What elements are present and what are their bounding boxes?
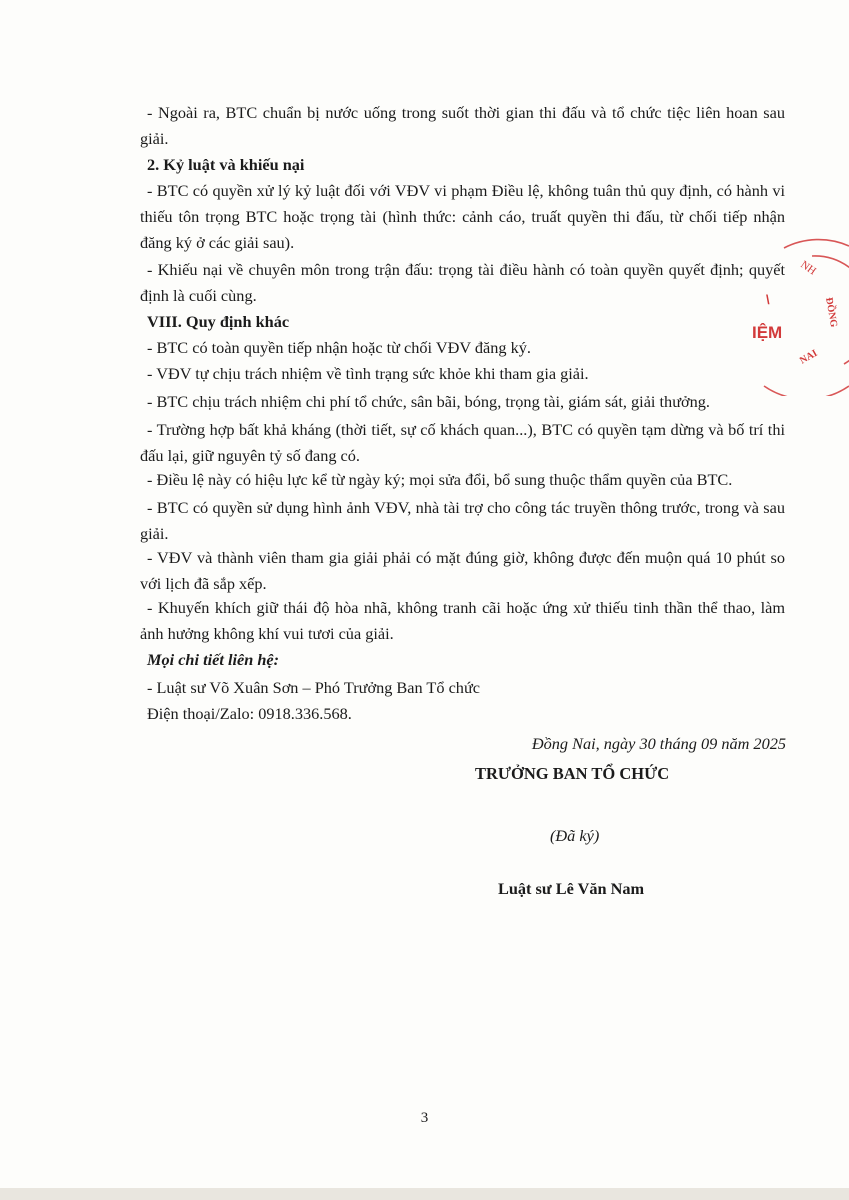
signed-note: (Đã ký) [550,826,600,845]
section-heading-other-rules: VIII. Quy định khác [147,312,290,331]
paragraph-costs: - BTC chịu trách nhiệm chi phí tổ chức, sân bãi, bóng, trọng tài, giám sát, giải thưởng. [147,392,710,411]
paragraph-health: - VĐV tự chịu trách nhiệm về tình trạng sức khỏe khi tham gia giải. [147,364,589,383]
paragraph-refreshments: - Ngoài ra, BTC chuẩn bị nước uống trong suốt thời gian thi đấu và tổ chức tiệc liên hoan sau giải. [140,103,785,148]
paragraph-image-rights: - BTC có quyền sử dụng hình ảnh VĐV, nhà tài trợ cho công tác truyền thông trước, trong và sau giải. [140,498,785,543]
paragraph-complaints: - Khiếu nại về chuyên môn trong trận đấu: trọng tài điều hành có toàn quyền quyết định; quyết định là cuối cùng. [140,260,785,305]
stamp-text-side: ĐỒNG [823,296,840,329]
section-heading-discipline: 2. Kỷ luật và khiếu nại [147,155,305,174]
page-number: 3 [420,1110,429,1126]
stamp-fragment-2: IỆM [752,323,783,342]
stamp-text-bottom: NAI [798,347,820,367]
signer-name: Luật sư Lê Văn Nam [498,879,645,898]
stamp-seal [748,236,849,396]
paragraph-discipline: - BTC có quyền xử lý kỷ luật đối với VĐV vi phạm Điều lệ, không tuân thủ quy định, có hành vi thiếu tôn trọng BTC hoặc trọng tài (hình thức: cảnh cáo, truất quyền thi đấu, từ chối tiếp nhận đăng ký ở các giải sau). [140,181,785,252]
contact-heading: Mọi chi tiết liên hệ: [147,650,280,669]
stamp-text-top: NH [798,258,819,278]
paragraph-effectiveness: - Điều lệ này có hiệu lực kể từ ngày ký; mọi sửa đổi, bổ sung thuộc thẩm quyền của BTC. [147,470,733,489]
paragraph-registration: - BTC có toàn quyền tiếp nhận hoặc từ chối VĐV đăng ký. [147,338,531,357]
stamp-fragment-1: \ [766,292,770,307]
signature-title: TRƯỞNG BAN TỔ CHỨC [475,764,670,783]
place-date: Đồng Nai, ngày 30 tháng 09 năm 2025 [531,734,786,753]
paragraph-force-majeure: - Trường hợp bất khả kháng (thời tiết, sự cố khách quan...), BTC có quyền tạm dừng và bố trí thi đấu lại, giữ nguyên tỷ số đang có. [140,420,785,465]
stamp-seal-graphic [748,236,849,396]
scan-bottom-edge [0,1188,849,1200]
paragraph-sportsmanship: - Khuyến khích giữ thái độ hòa nhã, không tranh cãi hoặc ứng xử thiếu tinh thần thể thao, làm ảnh hưởng không khí vui tươi của giải. [140,598,785,643]
contact-phone: Điện thoại/Zalo: 0918.336.568. [147,704,352,723]
paragraph-punctuality: - VĐV và thành viên tham gia giải phải có mặt đúng giờ, không được đến muộn quá 10 phút so với lịch đã sắp xếp. [140,548,785,593]
contact-person: - Luật sư Võ Xuân Sơn – Phó Trưởng Ban Tổ chức [147,678,480,697]
